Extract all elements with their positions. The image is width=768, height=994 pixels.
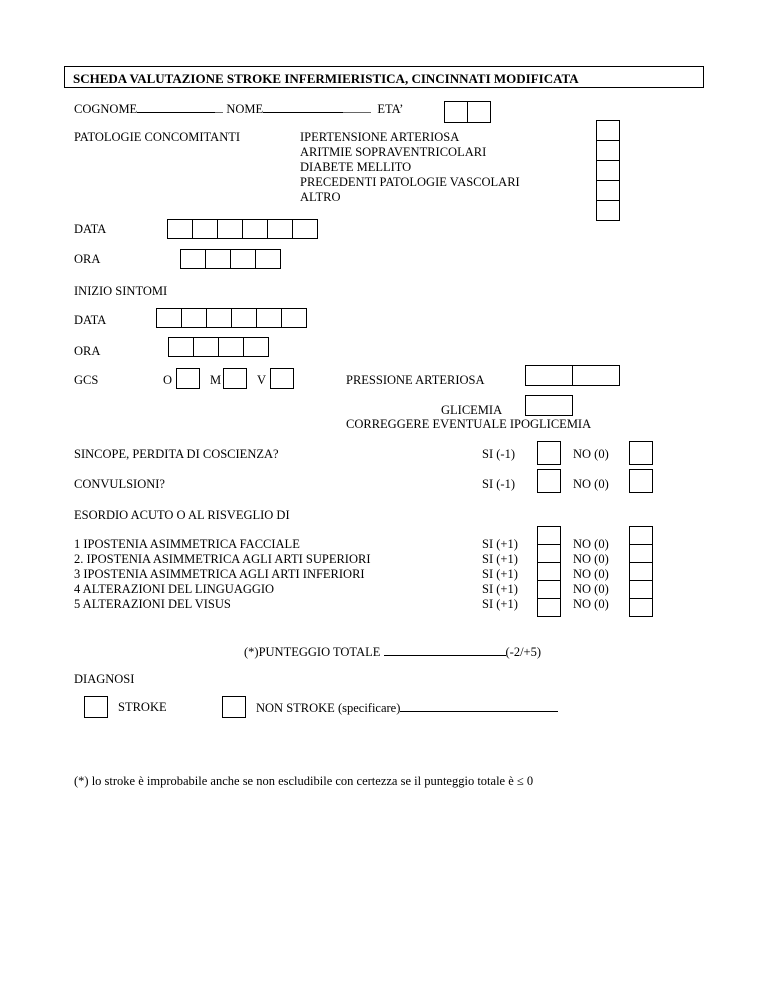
ora-digit-box[interactable] bbox=[230, 249, 256, 269]
gcs-label: GCS bbox=[74, 373, 99, 387]
esordio-heading: ESORDIO ACUTO O AL RISVEGLIO DI bbox=[74, 508, 290, 522]
data-digit-box[interactable] bbox=[217, 219, 243, 239]
glicemia-box[interactable] bbox=[525, 395, 573, 416]
sintomi-si-labels bbox=[482, 537, 518, 612]
sintomi-data-digit-box[interactable] bbox=[206, 308, 232, 328]
sintomo-si-checkbox[interactable] bbox=[537, 598, 561, 617]
patologia-item: ARITMIE SOPRAVENTRICOLARI bbox=[300, 145, 487, 159]
nome-field[interactable] bbox=[263, 101, 343, 113]
convulsioni-si-label: SI (-1) bbox=[482, 477, 515, 491]
patologia-checkbox[interactable] bbox=[596, 140, 620, 161]
convulsioni-question: CONVULSIONI? bbox=[74, 477, 165, 491]
patologia-checkbox[interactable] bbox=[596, 180, 620, 201]
sintomo-label: 2. IPOSTENIA ASIMMETRICA AGLI ARTI SUPERIORI bbox=[74, 552, 371, 566]
pressione-min-box[interactable] bbox=[572, 365, 620, 386]
gcs-v-label: V bbox=[257, 373, 267, 387]
gcs-m-box[interactable] bbox=[223, 368, 247, 389]
cognome-field[interactable] bbox=[137, 101, 215, 113]
sincope-no-label: NO (0) bbox=[573, 447, 609, 461]
inizio-sintomi-label: INIZIO SINTOMI bbox=[74, 284, 168, 298]
sintomi-ora-digit-box[interactable] bbox=[218, 337, 244, 357]
sintomo-no-checkbox[interactable] bbox=[629, 526, 653, 545]
punteggio-range: (-2/+5) bbox=[505, 645, 542, 659]
convulsioni-no-label: NO (0) bbox=[573, 477, 609, 491]
patologie-checkboxes bbox=[596, 120, 620, 221]
patologia-item: IPERTENSIONE ARTERIOSA bbox=[300, 130, 460, 144]
gcs-o-box[interactable] bbox=[176, 368, 200, 389]
cognome-label: COGNOME bbox=[74, 102, 138, 116]
ora-boxes bbox=[180, 249, 281, 269]
sintomi-data-digit-box[interactable] bbox=[281, 308, 307, 328]
eta-boxes bbox=[444, 101, 491, 123]
stroke-checkbox[interactable] bbox=[84, 696, 108, 718]
patologia-checkbox[interactable] bbox=[596, 200, 620, 221]
nome-label: NOME bbox=[226, 102, 264, 116]
eta-label: ETA’ bbox=[377, 102, 404, 116]
non-stroke-checkbox[interactable] bbox=[222, 696, 246, 718]
sintomi-ora-label: ORA bbox=[74, 344, 101, 358]
sintomi-data-digit-box[interactable] bbox=[181, 308, 207, 328]
non-stroke-specify-field[interactable] bbox=[400, 700, 558, 712]
gcs-m-label: M bbox=[210, 373, 222, 387]
sintomi-data-digit-box[interactable] bbox=[156, 308, 182, 328]
form-title: SCHEDA VALUTAZIONE STROKE INFERMIERISTICA, CINCINNATI MODIFICATA bbox=[64, 66, 704, 88]
sintomo-si-checkbox[interactable] bbox=[537, 544, 561, 563]
sintomo-no-label: NO (0) bbox=[573, 552, 609, 566]
punteggio-field[interactable] bbox=[384, 644, 506, 656]
sintomi-no-labels bbox=[573, 537, 609, 612]
ora-label: ORA bbox=[74, 252, 101, 266]
sintomo-label: 3 IPOSTENIA ASIMMETRICA AGLI ARTI INFERIORI bbox=[74, 567, 365, 581]
sintomo-no-checkbox[interactable] bbox=[629, 562, 653, 581]
correggere-note: CORREGGERE EVENTUALE IPOGLICEMIA bbox=[346, 417, 592, 431]
punteggio-line bbox=[244, 644, 541, 660]
sincope-question: SINCOPE, PERDITA DI COSCIENZA? bbox=[74, 447, 279, 461]
sintomi-no-checkboxes bbox=[629, 526, 653, 617]
data-digit-box[interactable] bbox=[292, 219, 318, 239]
eta-digit-box[interactable] bbox=[444, 101, 468, 123]
sintomo-si-checkbox[interactable] bbox=[537, 580, 561, 599]
gcs-o-label: O bbox=[163, 373, 173, 387]
sintomi-data-label: DATA bbox=[74, 313, 107, 327]
ora-digit-box[interactable] bbox=[255, 249, 281, 269]
glicemia-label: GLICEMIA bbox=[441, 403, 503, 417]
sintomi-data-digit-box[interactable] bbox=[256, 308, 282, 328]
gcs-v-box[interactable] bbox=[270, 368, 294, 389]
pressione-label: PRESSIONE ARTERIOSA bbox=[346, 373, 485, 387]
patologia-item: PRECEDENTI PATOLOGIE VASCOLARI bbox=[300, 175, 520, 189]
sincope-si-label: SI (-1) bbox=[482, 447, 515, 461]
convulsioni-si-checkbox[interactable] bbox=[537, 469, 561, 493]
sincope-no-checkbox[interactable] bbox=[629, 441, 653, 465]
eta-digit-box[interactable] bbox=[467, 101, 491, 123]
patologia-checkbox[interactable] bbox=[596, 120, 620, 141]
sintomi-si-checkboxes bbox=[537, 526, 561, 617]
convulsioni-no-checkbox[interactable] bbox=[629, 469, 653, 493]
sintomo-label: 1 IPOSTENIA ASIMMETRICA FACCIALE bbox=[74, 537, 300, 551]
pressione-boxes bbox=[525, 365, 620, 386]
data-digit-box[interactable] bbox=[167, 219, 193, 239]
diagnosi-label: DIAGNOSI bbox=[74, 672, 135, 686]
data-label: DATA bbox=[74, 222, 107, 236]
sintomi-data-digit-box[interactable] bbox=[231, 308, 257, 328]
pressione-max-box[interactable] bbox=[525, 365, 573, 386]
patologia-item: ALTRO bbox=[300, 190, 341, 204]
header-line bbox=[74, 101, 403, 117]
sintomo-si-label: SI (+1) bbox=[482, 537, 518, 551]
ora-digit-box[interactable] bbox=[180, 249, 206, 269]
punteggio-label: (*)PUNTEGGIO TOTALE bbox=[244, 645, 381, 659]
non-stroke-label: NON STROKE (specificare) bbox=[256, 701, 401, 715]
data-boxes bbox=[167, 219, 318, 239]
sintomi-ora-digit-box[interactable] bbox=[243, 337, 269, 357]
sintomo-label: 5 ALTERAZIONI DEL VISUS bbox=[74, 597, 231, 611]
sintomo-si-label: SI (+1) bbox=[482, 567, 518, 581]
ora-digit-box[interactable] bbox=[205, 249, 231, 269]
sintomo-no-checkbox[interactable] bbox=[629, 580, 653, 599]
patologie-list bbox=[300, 130, 520, 205]
sintomo-si-label: SI (+1) bbox=[482, 582, 518, 596]
sintomi-ora-digit-box[interactable] bbox=[193, 337, 219, 357]
data-digit-box[interactable] bbox=[192, 219, 218, 239]
sintomo-no-label: NO (0) bbox=[573, 597, 609, 611]
sintomo-no-label: NO (0) bbox=[573, 537, 609, 551]
non-stroke-line bbox=[256, 700, 558, 716]
data-digit-box[interactable] bbox=[267, 219, 293, 239]
sintomi-data-boxes bbox=[156, 308, 307, 328]
stroke-label: STROKE bbox=[118, 700, 167, 714]
sintomi-ora-digit-box[interactable] bbox=[168, 337, 194, 357]
data-digit-box[interactable] bbox=[242, 219, 268, 239]
patologie-label: PATOLOGIE CONCOMITANTI bbox=[74, 130, 241, 144]
sintomi-ora-boxes bbox=[168, 337, 269, 357]
sintomo-no-label: NO (0) bbox=[573, 582, 609, 596]
sintomo-si-label: SI (+1) bbox=[482, 597, 518, 611]
sintomo-si-label: SI (+1) bbox=[482, 552, 518, 566]
patologia-item: DIABETE MELLITO bbox=[300, 160, 412, 174]
sintomo-no-label: NO (0) bbox=[573, 567, 609, 581]
sintomi-list bbox=[74, 537, 371, 612]
footnote: (*) lo stroke è improbabile anche se non escludibile con certezza se il punteggio totale è ≤ 0 bbox=[74, 774, 534, 788]
sintomo-label: 4 ALTERAZIONI DEL LINGUAGGIO bbox=[74, 582, 275, 596]
sintomo-no-checkbox[interactable] bbox=[629, 598, 653, 617]
sincope-si-checkbox[interactable] bbox=[537, 441, 561, 465]
patologia-checkbox[interactable] bbox=[596, 160, 620, 181]
sintomo-si-checkbox[interactable] bbox=[537, 526, 561, 545]
sintomo-si-checkbox[interactable] bbox=[537, 562, 561, 581]
sintomo-no-checkbox[interactable] bbox=[629, 544, 653, 563]
